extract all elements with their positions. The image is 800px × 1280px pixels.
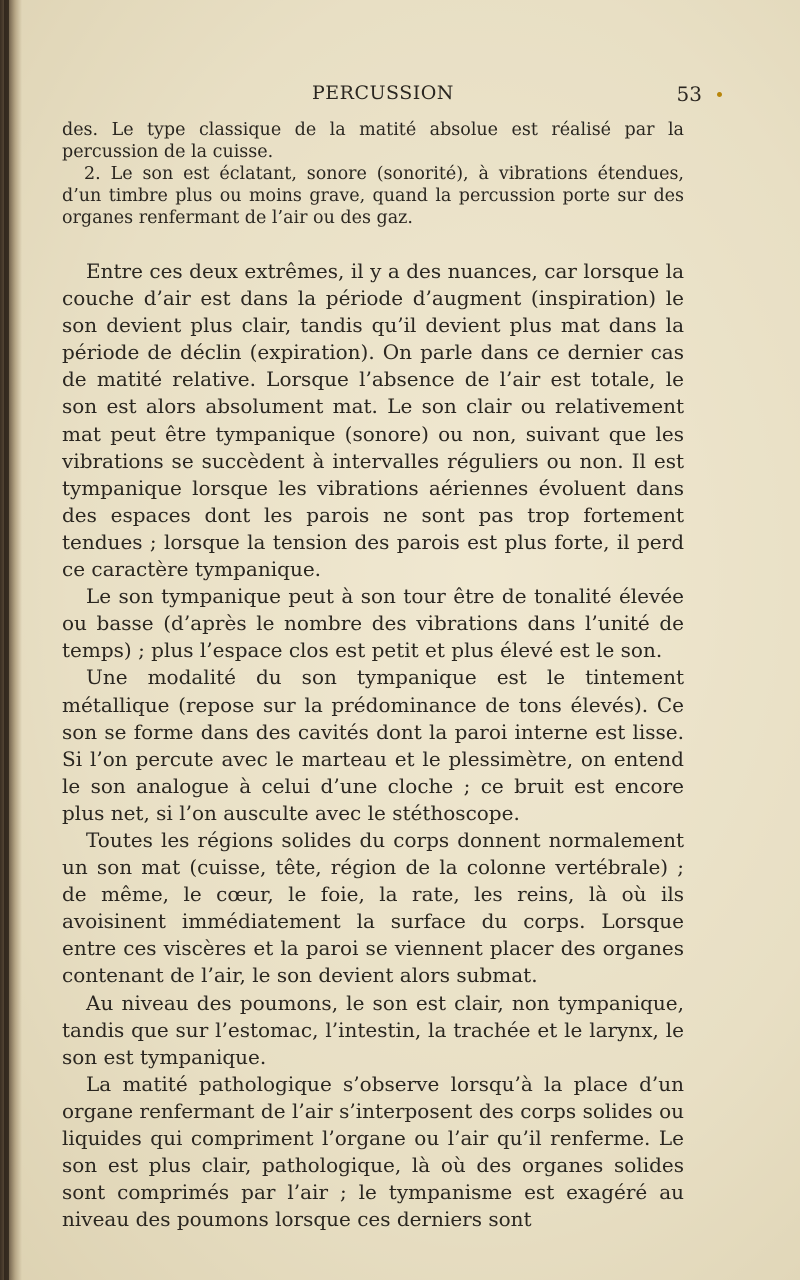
top-section [62,119,684,229]
main-section [62,258,684,1233]
paragraph: La matité pathologique s’observe lorsqu’à la place d’un organe renfermant de l’air s’interposent des corps solides ou liquides qui compriment l’organe ou l’air qu’il renferme. Le son est plus clair, pathologique, là où des organes solides sont comprimés par l’air ; le tympanisme est exagéré au niveau des poumons lorsque ces derniers sont [62,1071,684,1232]
top-paragraph-2: 2. Le son est éclatant, sonore (sonorité), à vibrations étendues, d’un timbre plus ou moins grave, quand la percussion porte sur des organes renfermant de l’air ou des gaz. [62,164,684,228]
book-binding-edge [0,0,22,1280]
page-header [60,82,722,112]
paragraph: Le son tympanique peut à son tour être de tonalité élevée ou basse (d’après le nombre des vibrations dans l’unité de temps) ; plus l’espace clos est petit et plus élevé est le son. [62,584,684,663]
paragraph: Une modalité du son tympanique est le tintement métallique (repose sur la prédominance de tons élevés). Ce son se forme dans des cavités dont la paroi interne est lisse. Si l’on percute avec le marteau et le plessimètre, on entend le son analogue à celui d’une cloche ; ce bruit est encore plus net, si l’on ausculte avec le stéthoscope. [62,665,684,825]
page-number: 53 [676,82,702,106]
running-title: PERCUSSION [312,82,454,104]
binding-stripe [4,0,9,1280]
top-paragraph-1: des. Le type classique de la matité absolue est réalisé par la percussion de la cuisse. [62,120,684,162]
paragraph: Toutes les régions solides du corps donnent normalement un son mat (cuisse, tête, région de la colonne vertébrale) ; de même, le cœur, le foie, la rate, les reins, là où ils avoisinent immédiatement la surface du corps. Lorsque entre ces viscères et la paroi se viennent placer des organes contenant de l’air, le son devient alors submat. [62,827,684,988]
paragraph: Entre ces deux extrêmes, il y a des nuances, car lorsque la couche d’air est dans la période d’augment (inspiration) le son devient plus clair, tandis qu’il devient plus mat dans la période de déclin (expiration). On parle dans ce dernier cas de matité relative. Lorsque l’absence de l’air est totale, le son est alors absolument mat. Le son clair ou relativement mat peut être tympanique (sonore) ou non, suivant que les vibrations se succèdent à intervalles réguliers ou non. Il est tympanique lorsque les vibrations aériennes évoluent dans des espaces dont les parois ne sont pas trop fortement tendues ; lorsque la tension des parois est plus forte, il perd ce caractère tympanique. [62,259,684,582]
paragraph: Au niveau des poumons, le son est clair, non tympanique, tandis que sur l’estomac, l’intestin, la trachée et le larynx, le son est tympanique. [62,990,684,1069]
margin-mark [717,92,722,97]
